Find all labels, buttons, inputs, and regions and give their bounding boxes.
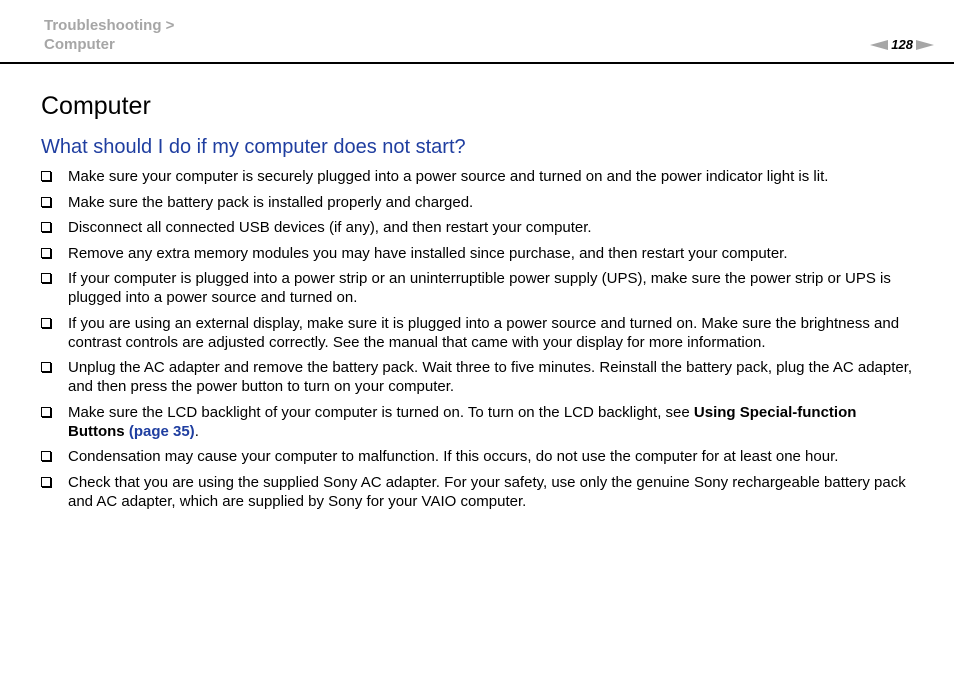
list-item-text: Condensation may cause your computer to malfunction. If this occurs, do not use the computer for at least one hour. (68, 448, 839, 465)
next-page-arrow-icon[interactable] (916, 40, 934, 50)
list-item (40, 358, 915, 396)
checkbox-bullet-icon (40, 218, 68, 237)
checkbox-bullet-icon (40, 447, 68, 466)
list-item-text-before: Make sure the LCD backlight of your computer is turned on. To turn on the LCD backlight, see (68, 403, 694, 421)
special-function-buttons-reference: Using Special-function Buttons (68, 403, 857, 440)
breadcrumb-section[interactable]: Troubleshooting > (44, 17, 175, 34)
checkbox-bullet-icon (40, 193, 68, 212)
list-item (40, 218, 915, 237)
breadcrumb (44, 16, 174, 54)
list-item-text: Disconnect all connected USB devices (if any), and then restart your computer. (68, 219, 592, 236)
list-item-text: Check that you are using the supplied Sony AC adapter. For your safety, use only the genuine Sony rechargeable battery pack and AC adapter, which are supplied by Sony for your VAIO computer. (68, 473, 906, 510)
previous-page-arrow-icon[interactable] (870, 40, 888, 50)
checkbox-bullet-icon (40, 244, 68, 263)
list-item (40, 447, 915, 466)
list-item (40, 314, 915, 352)
list-item-text: Make sure the battery pack is installed properly and charged. (68, 193, 474, 211)
page-title: Computer (41, 92, 151, 120)
list-item-text: Make sure your computer is securely plugged into a power source and turned on and the power indicator light is lit. (68, 168, 829, 185)
list-item-text: Unplug the AC adapter and remove the battery pack. Wait three to five minutes. Reinstall the battery pack, plug the AC adapter, and then press the power button to turn on your computer. (68, 359, 913, 395)
list-item (40, 193, 915, 212)
list-item-text (68, 403, 915, 441)
page-number: 128 (891, 37, 913, 52)
list-item (40, 269, 915, 307)
list-item (40, 473, 915, 511)
breadcrumb-current: Computer (44, 36, 115, 53)
list-item (40, 403, 915, 441)
checkbox-bullet-icon (40, 473, 68, 511)
checkbox-bullet-icon (40, 314, 68, 352)
header-divider (0, 62, 954, 64)
checkbox-bullet-icon (40, 358, 68, 396)
list-item-text: If you are using an external display, make sure it is plugged into a power source and turned on. Make sure the brightness and contrast controls are adjusted correctly. See the manual that came with your display for more information. (68, 314, 900, 351)
page-navigation (870, 37, 934, 52)
section-title: What should I do if my computer does not start? (41, 136, 466, 158)
list-item (40, 244, 915, 263)
list-item (40, 167, 915, 186)
checkbox-bullet-icon (40, 269, 68, 307)
list-item-text: Remove any extra memory modules you may have installed since purchase, and then restart your computer. (68, 244, 788, 262)
checkbox-bullet-icon (40, 167, 68, 186)
checkbox-bullet-icon (40, 403, 68, 441)
list-item-text: If your computer is plugged into a power strip or an uninterruptible power supply (UPS), make sure the power strip or UPS is plugged into a power source and turned on. (68, 270, 891, 306)
list-item-text-after: . (194, 422, 199, 440)
page-35-link[interactable]: (page 35) (128, 422, 195, 440)
checklist (40, 167, 915, 517)
